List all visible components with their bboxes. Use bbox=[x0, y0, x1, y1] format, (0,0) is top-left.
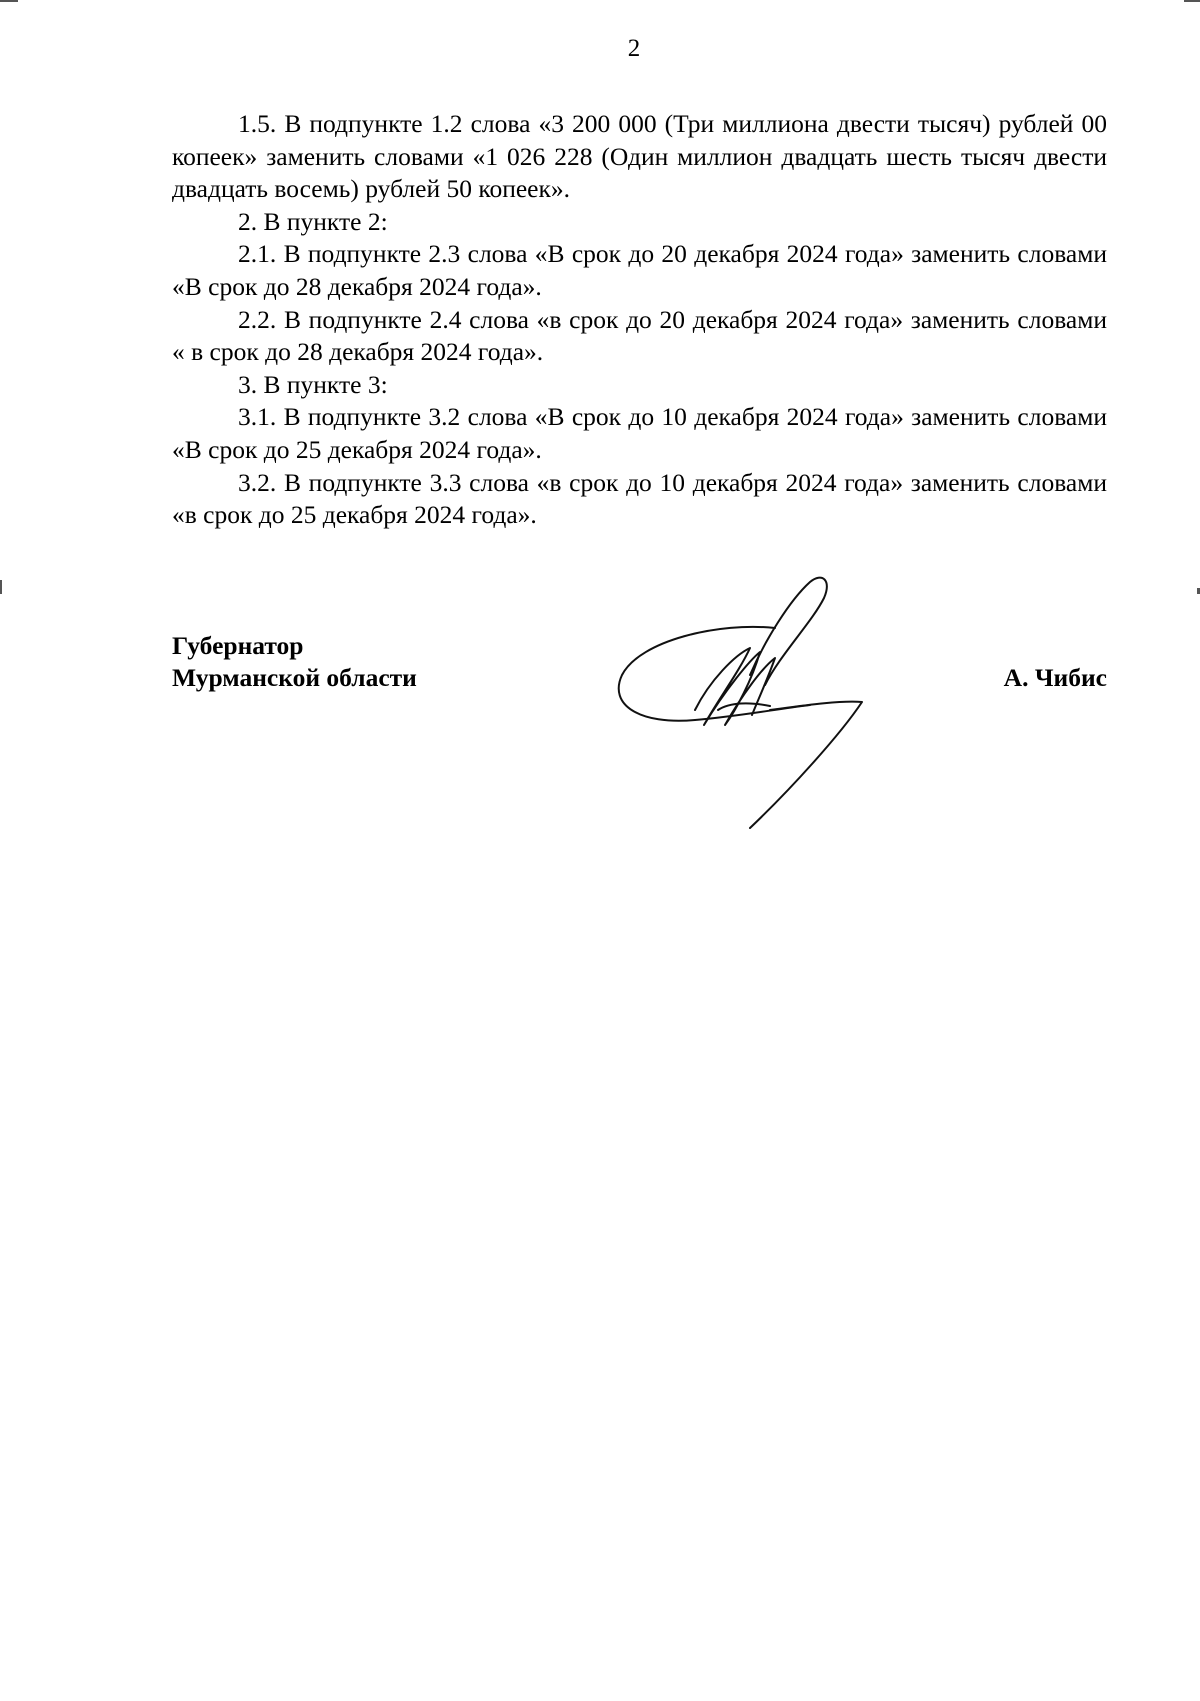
signatory-title-line1: Губернатор bbox=[172, 631, 304, 660]
scan-edge-mark bbox=[0, 580, 2, 594]
paragraph-3-2: 3.2. В подпункте 3.3 слова «в срок до 10 декабря 2024 года» заменить словами «в срок до 25 декабря 2024 года». bbox=[172, 467, 1107, 530]
handwritten-signature bbox=[600, 560, 920, 830]
scan-edge-mark bbox=[1184, 0, 1200, 2]
paragraph-2-2: 2.2. В подпункте 2.4 слова «в срок до 20 декабря 2024 года» заменить словами « в срок до 28 декабря 2024 года». bbox=[172, 304, 1107, 367]
signatory-name: А. Чибис bbox=[1003, 663, 1107, 692]
paragraph-2-1: 2.1. В подпункте 2.3 слова «В срок до 20 декабря 2024 года» заменить словами «В срок до 28 декабря 2024 года». bbox=[172, 239, 1107, 301]
signatory-title-line2: Мурманской области bbox=[172, 663, 417, 692]
document-body bbox=[172, 108, 1107, 532]
paragraph-1-5: 1.5. В подпункте 1.2 слова «3 200 000 (Три миллиона двести тысяч) рублей 00 копеек» заменить словами «1 026 228 (Один миллион двадцать шесть тысяч двести двадцать восемь) рублей 50 копеек». bbox=[172, 109, 1107, 204]
scan-edge-mark bbox=[0, 0, 18, 2]
paragraph-3: 3. В пункте 3: bbox=[238, 369, 388, 399]
paragraph-3-1: 3.1. В подпункте 3.2 слова «В срок до 10 декабря 2024 года» заменить словами «В срок до 25 декабря 2024 года». bbox=[172, 402, 1107, 464]
paragraph-2: 2. В пункте 2: bbox=[238, 206, 388, 236]
page-number: 2 bbox=[627, 35, 641, 62]
